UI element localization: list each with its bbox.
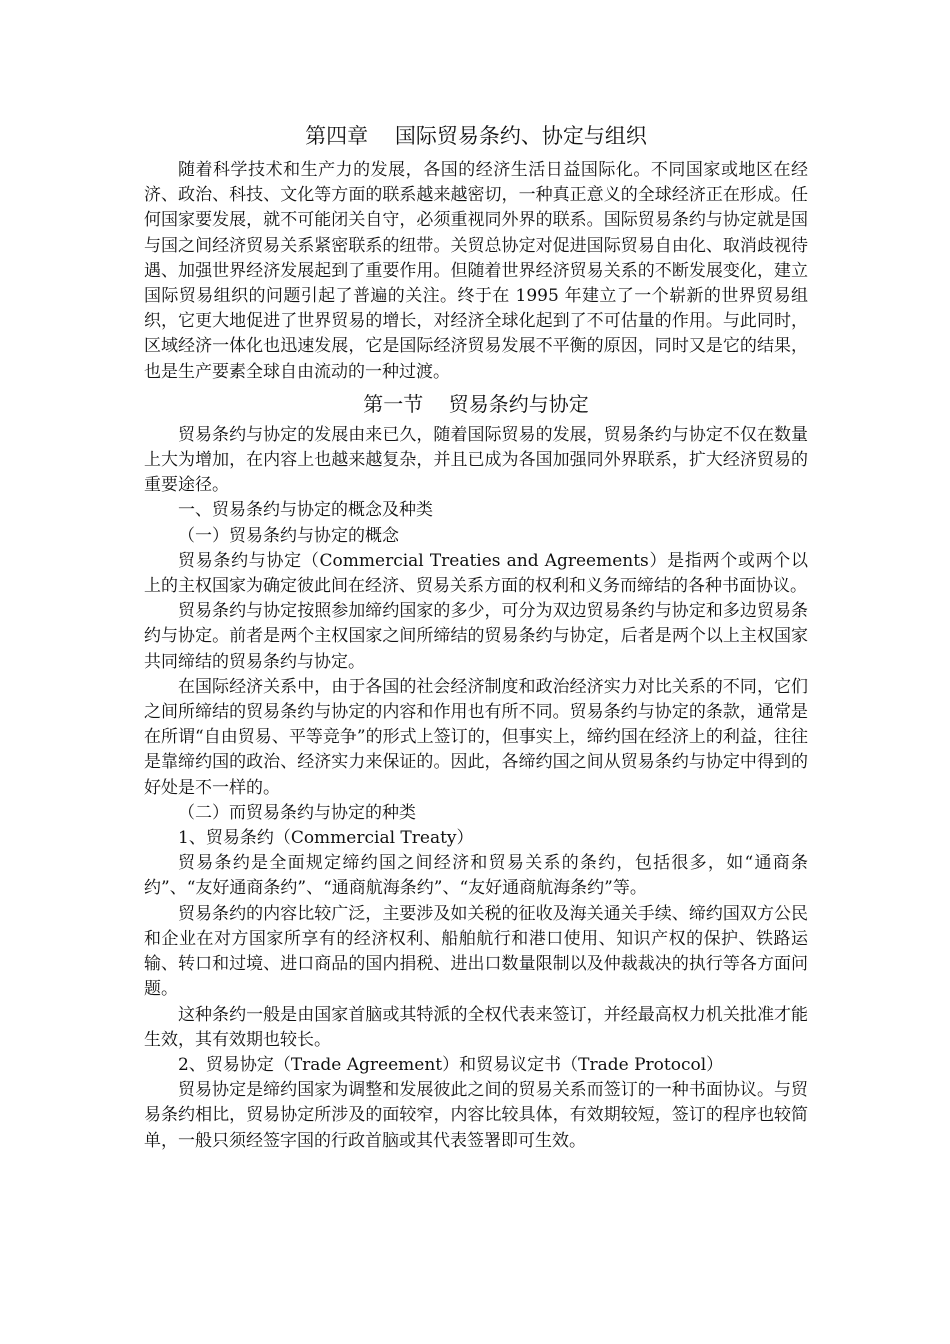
intro-paragraph: 随着科学技术和生产力的发展，各国的经济生活日益国际化。不同国家或地区在经济、政治、科技、文化等方面的联系越来越密切，一种真正意义的全球经济正在形成。任何国家要发展，就不可能闭关自守，必须重视同外界的联系。国际贸易条约与协定就是国与国之间经济贸易关系紧密联系的纽带。关贸总协定对促进国际贸易自由化、取消歧视待遇、加强世界经济发展起到了重要作用。但随着世界经济贸易关系的不断发展变化，建立国际贸易组织的问题引起了普遍的关注。终于在 1995 年建立了一个崭新的世界贸易组织，它更大地促进了世界贸易的增长，对经济全球化起到了不可估量的作用。与此同时，区域经济一体化也迅速发展，它是国际经济贸易发展不平衡的原因，同时又是它的结果，也是生产要素全球自由流动的一种过渡。 [144, 160, 808, 382]
paragraph-overview: 贸易条约与协定的发展由来已久，随着国际贸易的发展，贸易条约与协定不仅在数量上大为增加，在内容上也越来越复杂，并且已成为各国加强同外界联系，扩大经济贸易的重要途径。 [144, 424, 808, 496]
item-commercial-treaty: 1、贸易条约（Commercial Treaty） [178, 828, 474, 849]
document-page [144, 118, 808, 1154]
section-title: 第一节 贸易条约与协定 [363, 391, 589, 416]
paragraph-trade-agreement: 贸易协定是缔约国家为调整和发展彼此之间的贸易关系而签订的一种书面协议。与贸易条约相比，贸易协定所涉及的面较窄，内容比较具体，有效期较短，签订的程序也较简单，一般只须经签字国的行政首脑或其代表签署即可生效。 [144, 1080, 808, 1151]
heading-concepts-and-types: 一、贸易条约与协定的概念及种类 [178, 500, 433, 521]
chapter-title: 第四章 国际贸易条约、协定与组织 [305, 124, 647, 148]
paragraph-treaty-content: 贸易条约的内容比较广泛，主要涉及如关税的征收及海关通关手续、缔约国双方公民和企业在对方国家所享有的经济权利、船舶航行和港口使用、知识产权的保护、铁路运输、转口和过境、进口商品的国内捐税、进出口数量限制以及仲裁裁决的执行等各方面问题。 [144, 903, 808, 1000]
paragraph-definition: 贸易条约与协定（Commercial Treaties and Agreements）是指两个或两个以上的主权国家为确定彼此间在经济、贸易关系方面的权利和义务而缔结的各种书面协议。 [144, 550, 808, 597]
subheading-types: （二）而贸易条约与协定的种类 [178, 802, 416, 823]
paragraph-treaty-signing: 这种条约一般是由国家首脑或其特派的全权代表来签订，并经最高权力机关批准才能生效，其有效期也较长。 [144, 1004, 808, 1050]
paragraph-economic-relations: 在国际经济关系中，由于各国的社会经济制度和政治经济实力对比关系的不同，它们之间所缔结的贸易条约与协定的内容和作用也有所不同。贸易条约与协定的条款，通常是在所谓“自由贸易、平等竞争”的形式上签订的，但事实上，缔约国在经济上的利益，往往是靠缔约国的政治、经济实力来保证的。因此，各缔约国之间从贸易条约与协定中得到的好处是不一样的。 [144, 676, 808, 798]
subheading-concept: （一）贸易条约与协定的概念 [178, 525, 399, 546]
paragraph-bilateral-multilateral: 贸易条约与协定按照参加缔约国家的多少，可分为双边贸易条约与协定和多边贸易条约与协定。前者是两个主权国家之间所缔结的贸易条约与协定，后者是两个以上主权国家共同缔结的贸易条约与协定。 [144, 601, 808, 672]
paragraph-treaty-scope: 贸易条约是全面规定缔约国之间经济和贸易关系的条约，包括很多，如“通商条约”、“友好通商条约”、“通商航海条约”、“友好通商航海条约”等。 [144, 853, 808, 899]
item-trade-agreement: 2、贸易协定（Trade Agreement）和贸易议定书（Trade Protocol） [178, 1054, 724, 1075]
